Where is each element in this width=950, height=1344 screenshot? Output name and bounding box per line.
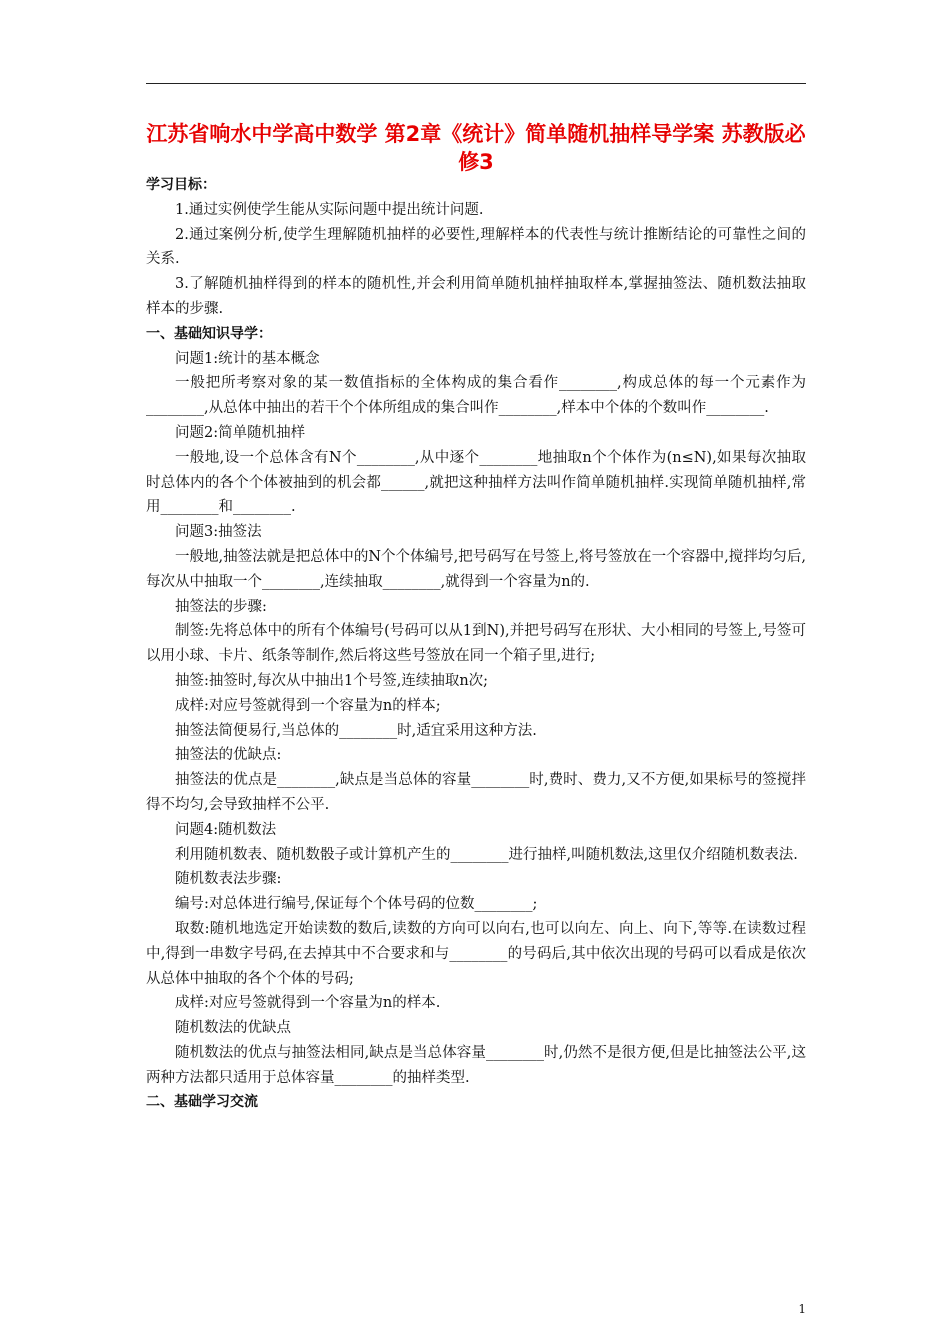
paragraph: 随机数表法步骤: bbox=[175, 871, 282, 888]
question-heading: 问题4:随机数法 bbox=[175, 821, 277, 838]
paragraph: 抽签法的优缺点: bbox=[175, 747, 282, 764]
paragraph: 2.通过案例分析,使学生理解随机抽样的必要性,理解样本的代表性与统计推断结论的可靠性之间的关系. bbox=[146, 226, 806, 268]
header-rule bbox=[146, 83, 806, 84]
paragraph: 取数:随机地选定开始读数的数后,读数的方向可以向右,也可以向左、向上、向下,等等.在读数过程中,得到一串数字号码,在去掉其中不合要求和与________的号码后,其中依次出现的号码可以看成是依次从总体中抽取的各个个体的号码; bbox=[146, 920, 806, 987]
paragraph: 3.了解随机抽样得到的样本的随机性,并会利用简单随机抽样抽取样本,掌握抽签法、随机数法抽取样本的步骤. bbox=[146, 276, 806, 317]
paragraph: 一般地,抽签法就是把总体中的N个个体编号,把号码写在号签上,将号签放在一个容器中,搅拌均匀后,每次从中抽取一个________,连续抽取________,就得到一个容量为n的. bbox=[146, 548, 806, 590]
section-heading: 二、基础学习交流 bbox=[146, 1094, 258, 1111]
paragraph: 成样:对应号签就得到一个容量为n的样本. bbox=[175, 995, 441, 1012]
paragraph: 一般地,设一个总体含有N个________,从中逐个________地抽取n个个体作为(n≤N),如果每次抽取时总体内的各个个体被抽到的机会都______,就把这种抽样方法叫作简单随机抽样.实现简单随机抽样,常用________和________. bbox=[146, 449, 806, 516]
paragraph: 编号:对总体进行编号,保证每个个体号码的位数________; bbox=[175, 896, 538, 913]
paragraph: 抽签法简便易行,当总体的________时,适宜采用这种方法. bbox=[175, 722, 537, 739]
paragraph: 1.通过实例使学生能从实际问题中提出统计问题. bbox=[175, 201, 484, 218]
paragraph: 随机数法的优点与抽签法相同,缺点是当总体容量________时,仍然不是很方便,但是比抽签法公平,这两种方法都只适用于总体容量________的抽样类型. bbox=[146, 1044, 806, 1086]
section-heading: 学习目标： bbox=[146, 177, 216, 193]
question-heading: 问题3:抽签法 bbox=[175, 524, 262, 541]
paragraph: 抽签法的步骤: bbox=[175, 598, 267, 615]
question-heading: 问题1:统计的基本概念 bbox=[175, 350, 320, 367]
section-heading: 一、基础知识导学： bbox=[146, 325, 272, 342]
paragraph: 一般把所考察对象的某一数值指标的全体构成的集合看作________,构成总体的每一个元素作为________,从总体中抽出的若干个个体所组成的集合叫作________,样本中个体的个数叫作________. bbox=[146, 375, 806, 417]
document-title: 江苏省响水中学高中数学 第2章《统计》简单随机抽样导学案 苏教版必修3 bbox=[146, 122, 806, 174]
page-number: 1 bbox=[798, 1302, 806, 1316]
document-body bbox=[146, 173, 806, 1115]
paragraph: 抽签:抽签时,每次从中抽出1个号签,连续抽取n次; bbox=[175, 672, 489, 689]
paragraph: 随机数法的优缺点 bbox=[175, 1020, 291, 1037]
paragraph: 抽签法的优点是________,缺点是当总体的容量________时,费时、费力,又不方便,如果标号的签搅拌得不均匀,会导致抽样不公平. bbox=[146, 772, 806, 813]
paragraph: 成样:对应号签就得到一个容量为n的样本; bbox=[175, 697, 441, 714]
paragraph: 利用随机数表、随机数骰子或计算机产生的________进行抽样,叫随机数法,这里仅介绍随机数表法. bbox=[175, 846, 798, 863]
paragraph: 制签:先将总体中的所有个体编号(号码可以从1到N),并把号码写在形状、大小相同的号签上,号签可以用小球、卡片、纸条等制作,然后将这些号签放在同一个箱子里,进行; bbox=[146, 623, 806, 665]
question-heading: 问题2:简单随机抽样 bbox=[175, 424, 306, 441]
